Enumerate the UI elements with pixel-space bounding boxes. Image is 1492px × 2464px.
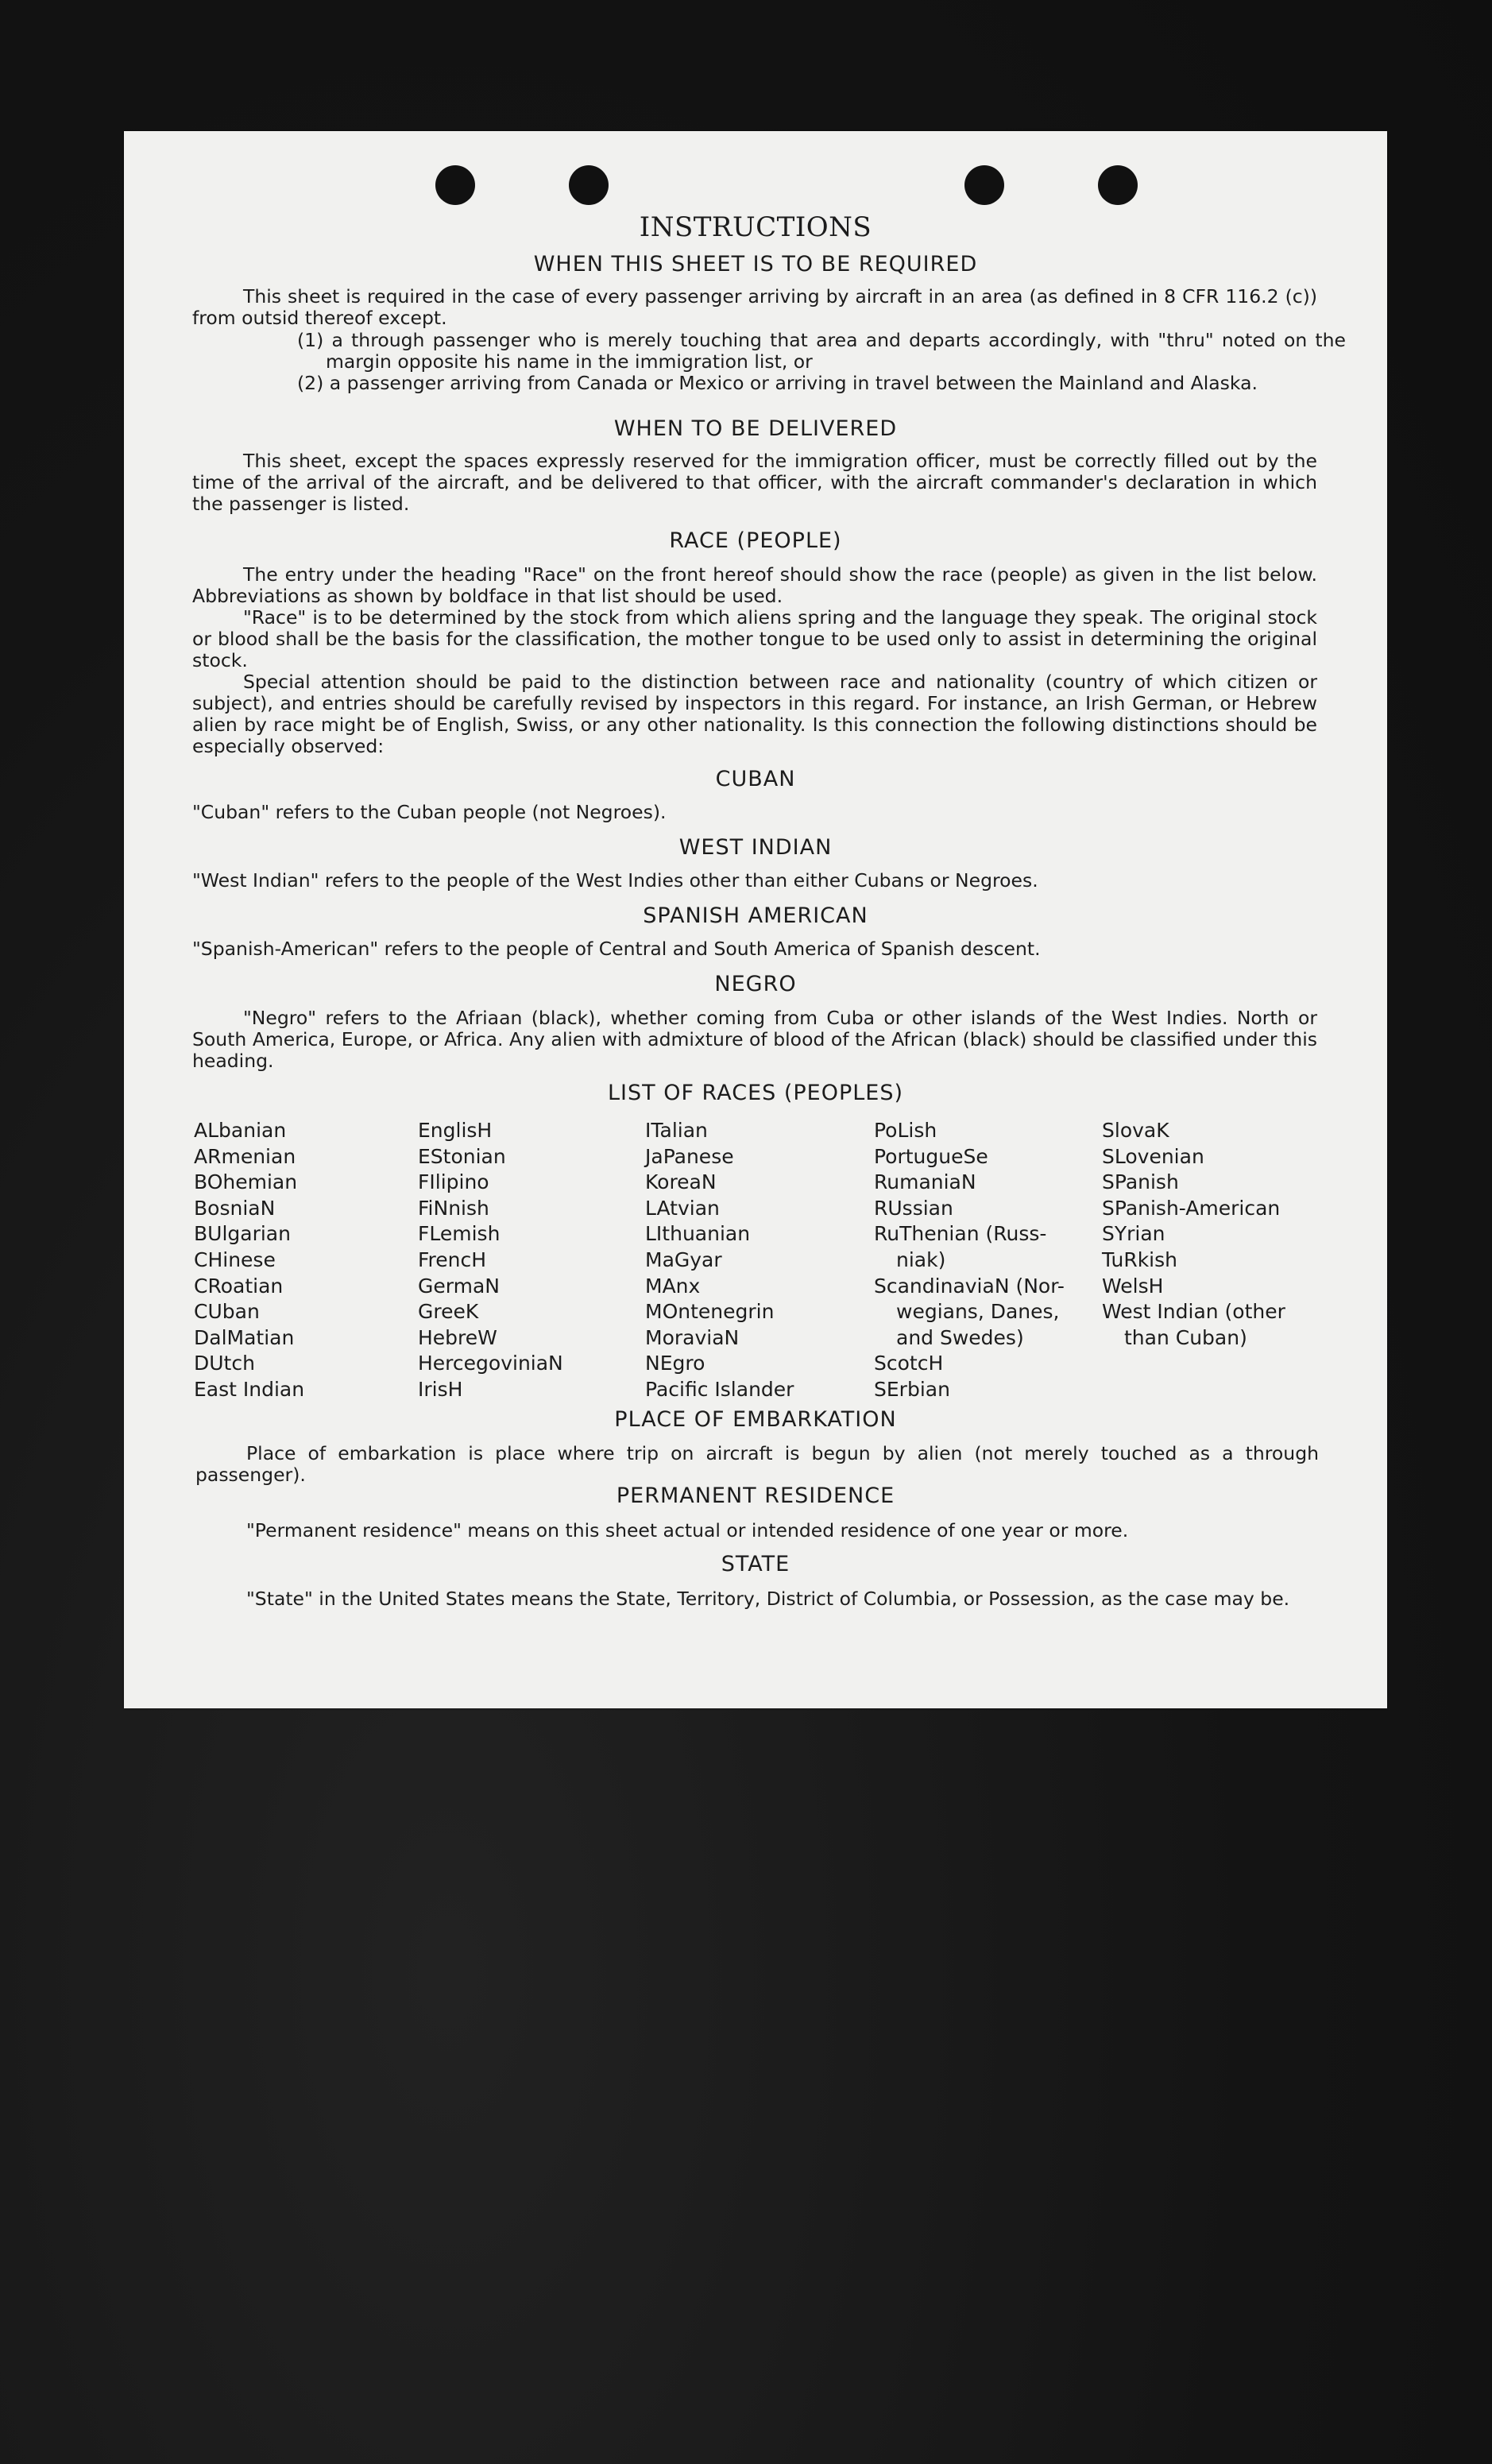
list-item: WelsH [1102,1274,1164,1298]
list-item: GermaN [418,1274,500,1298]
list-item: MAnx [645,1274,701,1298]
embarkation-text: Place of embarkation is place where trip on aircraft is begun by alien (not merely touched as a through passenger). [195,1442,1319,1486]
spanish-american-text: "Spanish-American" refers to the people of Central and South America of Spanish descent. [192,938,1041,960]
negro-text: "Negro" refers to the Afriaan (black), whether coming from Cuba or other islands of the West Indies. North or South America, Europe, or Africa. Any alien with admixture of blood of the African (black) should be classified under this heading. [192,1007,1317,1072]
list-item: RuThenian (Russ- [874,1222,1047,1246]
list-item: ScotcH [874,1352,944,1375]
heading-permanent-residence: PERMANENT RESIDENCE [616,1483,895,1508]
list-item: SlovaK [1102,1119,1169,1142]
list-item: KoreaN [645,1170,717,1194]
list-item: EStonian [418,1144,506,1168]
list-item: MoraviaN [645,1325,740,1349]
punch-hole-icon [569,165,609,205]
heading-spanish-american: SPANISH AMERICAN [643,903,868,928]
heading-state: STATE [721,1552,790,1576]
race-list-column-2 [418,1118,563,1403]
race-paragraph-2: "Race" is to be determined by the stock from which aliens spring and the language they speak. The original stock or blood shall be the basis for the classification, the mother tongue to be used only to assist in determining the original stock. [192,606,1317,671]
heading-when-required: WHEN THIS SHEET IS TO BE REQUIRED [533,252,978,277]
list-item: than Cuban) [1124,1325,1247,1349]
list-item: FiNnish [418,1196,489,1220]
list-item: and Swedes) [896,1325,1024,1349]
heading-negro: NEGRO [714,972,797,996]
list-item: TuRkish [1102,1247,1177,1271]
list-item: CHinese [194,1247,276,1271]
list-item: LIthuanian [645,1222,751,1246]
list-item: EnglisH [418,1119,493,1142]
list-item: East Indian [194,1377,305,1401]
when-delivered-text: This sheet, except the spaces expressly reserved for the immigration officer, must be correctly filled out by the time of the arrival of the aircraft, and be delivered to that officer, with the aircraft commander's declaration in which the passenger is listed. [192,450,1317,515]
list-item: ALbanian [194,1119,287,1142]
list-item: JaPanese [645,1144,734,1168]
when-required-intro: This sheet is required in the case of every passenger arriving by aircraft in an area (as defined in 8 CFR 116.2 (c)) from outsid thereof except. [192,285,1317,329]
list-item: SPanish-American [1102,1196,1281,1220]
race-list-column-5 [1102,1118,1285,1351]
list-item: MOntenegrin [645,1300,775,1324]
list-item: NEgro [645,1352,705,1375]
list-item: RumaniaN [874,1170,976,1194]
list-item: FrencH [418,1247,487,1271]
list-item: GreeK [418,1300,479,1324]
list-item: RUssian [874,1196,953,1220]
heading-cuban: CUBAN [715,767,796,791]
list-item: PortugueSe [874,1144,988,1168]
list-item: CUban [194,1300,260,1324]
list-item: wegians, Danes, [896,1300,1060,1324]
west-indian-text: "West Indian" refers to the people of the West Indies other than either Cubans or Negroes. [192,869,1038,892]
heading-place-of-embarkation: PLACE OF EMBARKATION [614,1407,897,1432]
instruction-sheet [124,131,1387,1708]
when-required-item-2: (2) a passenger arriving from Canada or Mexico or arriving in travel between the Mainland and Alaska. [297,372,1258,394]
list-item: SPanish [1102,1170,1179,1194]
race-list-column-4 [874,1118,1065,1403]
list-item: SErbian [874,1377,950,1401]
list-item: West Indian (other [1102,1300,1285,1324]
list-item: DUtch [194,1352,255,1375]
list-item: BUlgarian [194,1222,291,1246]
heading-when-delivered: WHEN TO BE DELIVERED [613,416,898,441]
list-item: FIlipino [418,1170,489,1194]
list-item: BOhemian [194,1170,298,1194]
when-required-item-1: (1) a through passenger who is merely touching that area and departs accordingly, with "thru" noted on the margin opposite his name in the immigration list, or [297,329,1346,373]
heading-race: RACE (PEOPLE) [669,528,842,553]
list-item: ITalian [645,1119,708,1142]
punch-hole-icon [435,165,475,205]
list-item: MaGyar [645,1247,722,1271]
list-item: PoLish [874,1119,937,1142]
state-text: "State" in the United States means the State, Territory, District of Columbia, or Possession, as the case may be. [246,1588,1290,1610]
heading-west-indian: WEST INDIAN [678,835,833,860]
page-title: INSTRUCTIONS [639,211,872,243]
race-list-column-3 [645,1118,794,1403]
punch-hole-icon [1098,165,1138,205]
heading-list-of-races: LIST OF RACES (PEOPLES) [607,1081,904,1105]
residence-text: "Permanent residence" means on this sheet actual or intended residence of one year or more. [246,1519,1129,1541]
list-item: IrisH [418,1377,463,1401]
race-paragraph-3: Special attention should be paid to the distinction between race and nationality (country of which citizen or subject), and entries should be carefully revised by inspectors in this regard. For instance, an Irish German, or Hebrew alien by race might be of English, Swiss, or any other nationality. Is this connection the following distinctions should be especially observed: [192,671,1317,757]
list-item: LAtvian [645,1196,720,1220]
list-item: Pacific Islander [645,1377,794,1401]
list-item: HercegoviniaN [418,1352,563,1375]
list-item: SYrian [1102,1222,1165,1246]
race-list-column-1 [194,1118,304,1403]
cuban-text: "Cuban" refers to the Cuban people (not Negroes). [192,801,667,823]
list-item: DalMatian [194,1325,295,1349]
list-item: CRoatian [194,1274,284,1298]
list-item: FLemish [418,1222,501,1246]
list-item: ARmenian [194,1144,296,1168]
punch-hole-icon [964,165,1004,205]
list-item: niak) [896,1247,946,1271]
list-item: HebreW [418,1325,497,1349]
race-paragraph-1: The entry under the heading "Race" on the front hereof should show the race (people) as given in the list below. Abbreviations as shown by boldface in that list should be used. [192,563,1317,607]
list-item: BosniaN [194,1196,276,1220]
list-item: SLovenian [1102,1144,1204,1168]
list-item: ScandinaviaN (Nor- [874,1274,1065,1298]
